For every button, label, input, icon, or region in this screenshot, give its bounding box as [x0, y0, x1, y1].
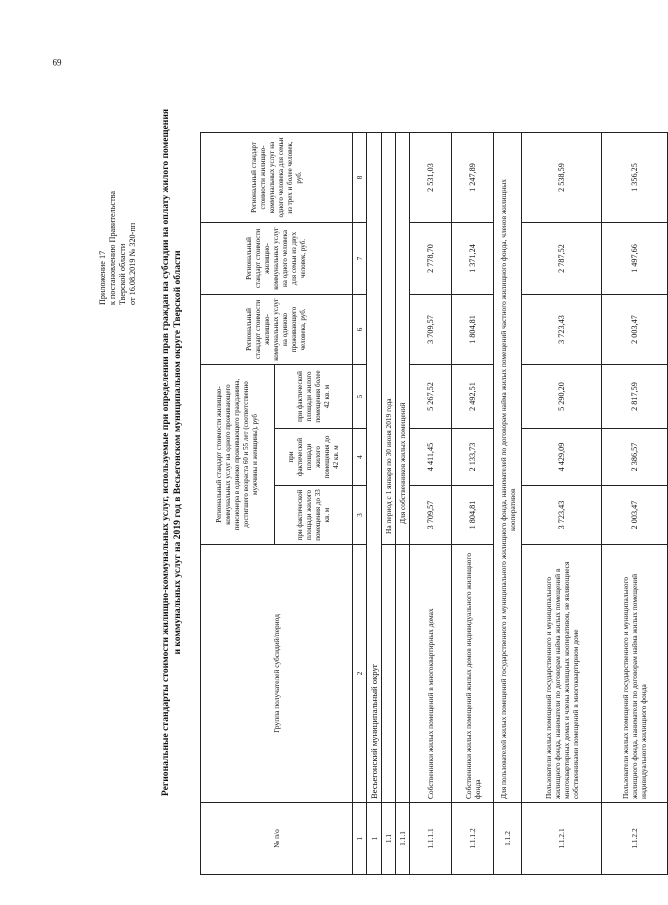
- row-1122-v1: 2 003,47: [602, 486, 668, 545]
- owners-row: [396, 133, 410, 875]
- period-num: 1.1: [382, 803, 396, 875]
- appendix-line-1: Приложение 17: [98, 250, 107, 305]
- users-num: 1.1.2: [494, 803, 522, 875]
- colnum-5: 5: [353, 365, 367, 429]
- users-label-line-2: кооперативов: [507, 488, 517, 531]
- row-1111-v1: 3 709,57: [410, 486, 452, 545]
- row-1112-v4: 1 804,81: [452, 295, 494, 365]
- colnum-7: 7: [353, 223, 367, 295]
- row-1111-num: 1.1.1.1: [410, 803, 452, 875]
- row-1112-v1: 1 804,81: [452, 486, 494, 545]
- page-number: 69: [52, 57, 62, 68]
- appendix-line-4: от 16.08.2019 № 320-пп: [128, 222, 137, 305]
- header-two: Региональный стандарт стоимости жилищно-коммунальных услуг на одного человека для семьи из двух человек, руб.: [201, 223, 353, 295]
- period-row: [382, 133, 396, 875]
- row-1122-num: 1.1.2.2: [602, 803, 668, 875]
- header-area-33: при фактической площади жилого помещения до 33 кв. м: [275, 486, 353, 545]
- header-group: Группа получателей субсидий/период: [201, 545, 353, 803]
- header-single: Региональный стандарт стоимости жилищно-коммунальных услуг на одиноко проживающего человека, руб.: [201, 295, 353, 365]
- row-1121-v1: 3 723,43: [522, 486, 602, 545]
- row-1111-v5: 2 778,70: [410, 223, 452, 295]
- row-1121-v6: 2 538,59: [522, 133, 602, 223]
- row-1112-v6: 1 247,89: [452, 133, 494, 223]
- row-1111-v4: 3 709,57: [410, 295, 452, 365]
- owners-num: 1.1.1: [396, 803, 410, 875]
- table-row: [452, 133, 494, 875]
- appendix-line-3: Тверской области: [118, 243, 127, 305]
- header-num: № п/о: [201, 803, 353, 875]
- header-pensioner: Региональный стандарт стоимости жилищно-коммунальных услуг на одного проживающего пенсионера в одиноко проживающего гражданина, достигшего возраста 60 и 55 лет (соответственно мужчины и женщины), руб: [201, 365, 275, 545]
- table-row: [522, 133, 602, 875]
- standards-table: [200, 132, 668, 875]
- header-row-1: [201, 133, 275, 875]
- row-1122-v4: 2 003,47: [602, 295, 668, 365]
- row-1122-label: Пользователи жилых помещений государственного и муниципального жилищного фонда, наниматели по договорам найма жилых помещений индивидуального жилищного фонда: [602, 545, 668, 803]
- row-1111-v2: 4 411,45: [410, 429, 452, 486]
- title-line-2: и коммунальных услуг на 2019 год в Весьегонском муниципальном округе Тверской области: [172, 250, 183, 655]
- row-1112-v5: 1 371,24: [452, 223, 494, 295]
- row-1112-num: 1.1.1.2: [452, 803, 494, 875]
- header-area-42: при фактической площади жилого помещения до 42 кв. м: [275, 429, 353, 486]
- row-1112-v2: 2 133,73: [452, 429, 494, 486]
- colnum-6: 6: [353, 295, 367, 365]
- row-1121-v5: 2 787,52: [522, 223, 602, 295]
- colnum-8: 8: [353, 133, 367, 223]
- users-label-line-1: Для пользователей жилых помещений государственного и муниципального жилищного фонда, нанимателей по договорам найма жилых помещений частного жилищного фонда, членов жилищных: [498, 179, 508, 799]
- row-1122-v3: 2 817,59: [602, 365, 668, 429]
- header-three: Региональный стандарт стоимости жилищно-коммунальных услуг на одного человека для семьи из трех и более человек, руб.: [201, 133, 353, 223]
- district-num: 1: [367, 803, 382, 875]
- colnum-3: 3: [353, 486, 367, 545]
- district-name: Весьегонский муниципальный округ: [367, 133, 382, 803]
- row-1121-v4: 3 723,43: [522, 295, 602, 365]
- row-1121-v2: 4 429,09: [522, 429, 602, 486]
- row-1112-v3: 2 492,51: [452, 365, 494, 429]
- row-1111-v3: 5 267,52: [410, 365, 452, 429]
- colnum-2: 2: [353, 545, 367, 803]
- row-1122-v6: 1 356,25: [602, 133, 668, 223]
- appendix-note: [98, 191, 138, 305]
- row-1122-v2: 2 386,57: [602, 429, 668, 486]
- row-1121-v3: 5 290,20: [522, 365, 602, 429]
- period-label: На период с 1 января по 30 июня 2019 года: [382, 133, 396, 545]
- users-row: [494, 133, 522, 875]
- row-1121-label: Пользователи жилых помещений государственного и муниципального жилищного фонда, наниматели по договорам найма жилых помещений в многоквартирных домах и члены жилищных кооперативов, не являющиеся собственниками помещений в многоквартирном доме: [522, 545, 602, 803]
- appendix-line-2: к постановлению Правительства: [108, 190, 117, 305]
- row-1111-label: Собственники жилых помещений в многоквартирных домах: [410, 545, 452, 803]
- document-title: [160, 0, 184, 905]
- table-row: [602, 133, 668, 875]
- row-1112-label: Собственники жилых помещений жилых домов индивидуального жилищного фонда: [452, 545, 494, 803]
- owners-label: Для собственников жилых помещений: [396, 133, 410, 545]
- table-row: [410, 133, 452, 875]
- colnum-4: 4: [353, 429, 367, 486]
- district-row: [367, 133, 382, 875]
- row-1121-num: 1.1.2.1: [522, 803, 602, 875]
- column-numbers-row: [353, 133, 367, 875]
- row-1111-v6: 2 531,03: [410, 133, 452, 223]
- header-area-more: при фактической площади жилого помещения более 42 кв. м: [275, 365, 353, 429]
- colnum-1: 1: [353, 803, 367, 875]
- title-line-1: Региональные стандарты стоимости жилищно-коммунальных услуг, используемые при определении прав граждан на субсидии на оплату жилого помещения: [160, 108, 171, 797]
- users-label: [494, 133, 522, 803]
- row-1122-v5: 1 497,66: [602, 223, 668, 295]
